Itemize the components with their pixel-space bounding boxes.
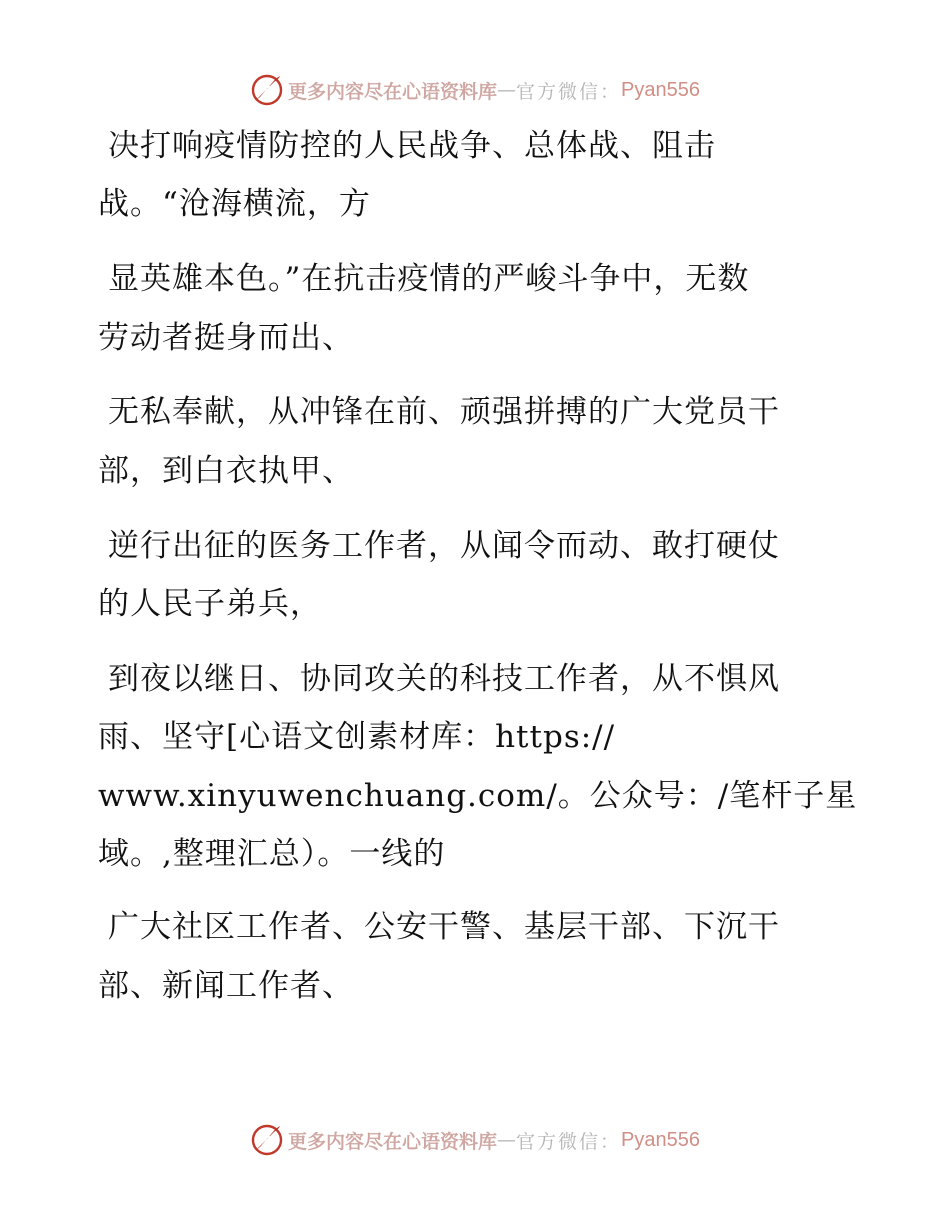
footer-dash: — (497, 1129, 517, 1151)
footer-wechat-label: 官方微信： (516, 1130, 622, 1153)
body-line-11: www.xinyuwenchuang.com/。公众号：/笔杆子星 (98, 778, 858, 814)
header-site-text: 更多内容尽在心语资料库 (288, 80, 498, 103)
body-line-14: 部、新闻工作者、 (98, 968, 354, 1004)
body-line-5: 无私奉献，从冲锋在前、顽强拼搏的广大党员干 (108, 394, 780, 430)
header-banner (0, 70, 950, 110)
header-dash: — (497, 79, 517, 101)
footer-banner (0, 1120, 950, 1160)
quill-pen-logo-icon (250, 73, 284, 107)
body-line-8: 的人民子弟兵， (98, 586, 322, 622)
header-wechat-id: Pyan556 (621, 78, 700, 101)
body-line-6: 部，到白衣执甲、 (98, 453, 354, 489)
body-line-13: 广大社区工作者、公安干警、基层干部、下沉干 (108, 909, 780, 945)
body-line-9: 到夜以继日、协同攻关的科技工作者，从不惧风 (108, 661, 780, 697)
body-line-2: 战。“沧海横流，方 (98, 186, 371, 222)
body-line-4: 劳动者挺身而出、 (98, 320, 354, 356)
footer-wechat-id: Pyan556 (621, 1128, 700, 1151)
quill-pen-logo-icon (250, 1123, 284, 1157)
body-line-12: 域。,整理汇总）。一线的 (98, 836, 446, 872)
footer-site-text: 更多内容尽在心语资料库 (288, 1130, 498, 1153)
header-wechat-label: 官方微信： (516, 80, 622, 103)
body-line-7: 逆行出征的医务工作者，从闻令而动、敢打硬仗 (108, 528, 780, 564)
body-line-3: 显英雄本色。”在抗击疫情的严峻斗争中，无数 (108, 261, 750, 297)
body-line-1: 决打响疫情防控的人民战争、总体战、阻击 (108, 128, 716, 164)
body-line-10: 雨、坚守[心语文创素材库：https:// (98, 719, 616, 755)
